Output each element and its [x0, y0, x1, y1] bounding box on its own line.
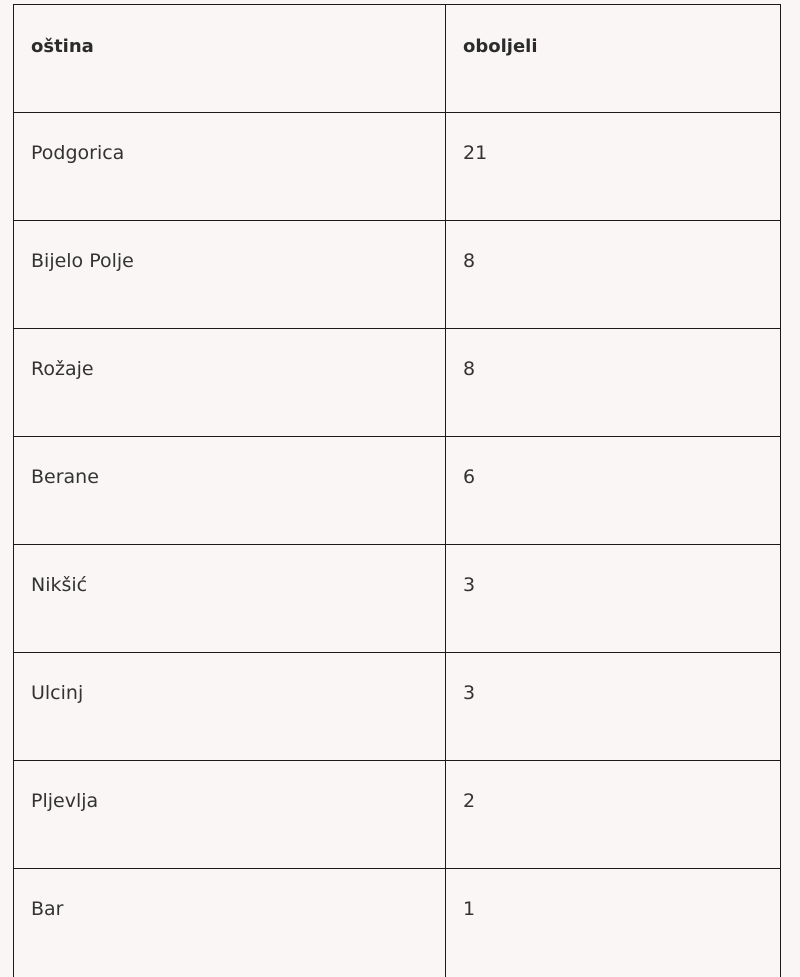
- cases-table-container: [13, 4, 780, 977]
- column-header-cases: oboljeli: [446, 5, 781, 113]
- municipality-cell: Berane: [14, 437, 446, 545]
- cases-cell: 6: [446, 437, 781, 545]
- table-row: [14, 761, 781, 869]
- municipality-cell: Podgorica: [14, 113, 446, 221]
- cases-cell: 3: [446, 653, 781, 761]
- table-row: [14, 329, 781, 437]
- cases-cell: 8: [446, 221, 781, 329]
- municipality-cell: Rožaje: [14, 329, 446, 437]
- municipality-cell: Nikšić: [14, 545, 446, 653]
- cases-cell: 21: [446, 113, 781, 221]
- cases-by-municipality-table: [13, 4, 781, 977]
- municipality-cell: Ulcinj: [14, 653, 446, 761]
- municipality-cell: Pljevlja: [14, 761, 446, 869]
- cases-cell: 3: [446, 545, 781, 653]
- table-header-row: [14, 5, 781, 113]
- table-row: [14, 221, 781, 329]
- table-row: [14, 869, 781, 977]
- table-row: [14, 653, 781, 761]
- table-row: [14, 113, 781, 221]
- cases-cell: 2: [446, 761, 781, 869]
- cases-cell: 8: [446, 329, 781, 437]
- cases-cell: 1: [446, 869, 781, 977]
- table-row: [14, 545, 781, 653]
- column-header-municipality: oština: [14, 5, 446, 113]
- table-row: [14, 437, 781, 545]
- municipality-cell: Bijelo Polje: [14, 221, 446, 329]
- municipality-cell: Bar: [14, 869, 446, 977]
